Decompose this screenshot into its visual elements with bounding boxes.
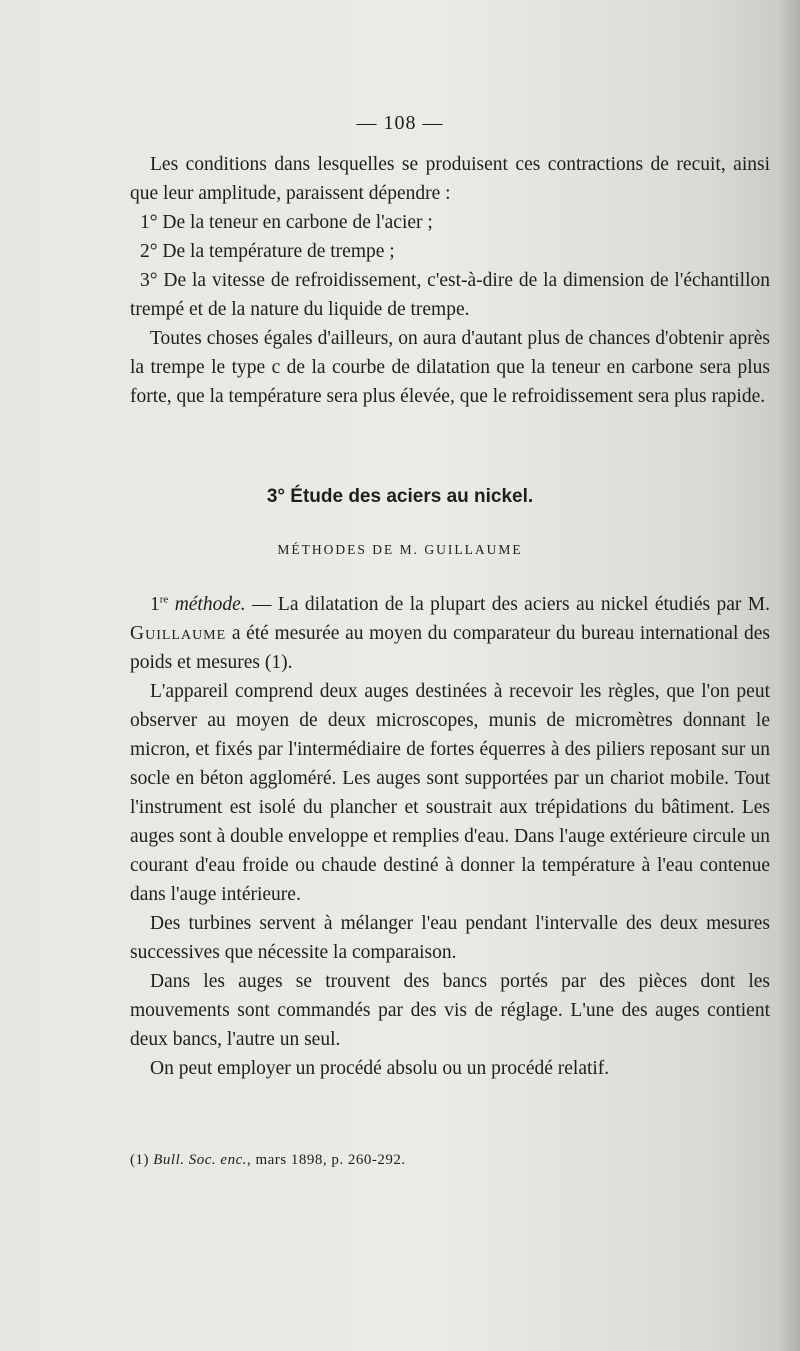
condition-item-3: 3° De la vitesse de refroidissement, c'est-à-dire de la dimension de l'échantillon trempé et de la nature du liquide de trempe. [130,270,770,320]
method-paragraph-2: L'appareil comprend deux auges destinées à recevoir les règles, que l'on peut observer au moyen de deux microscopes, munis de micromètres donnant le micron, et fixés par l'intermédiaire de fortes équerres à des piliers reposant sur un socle en béton aggloméré. Les auges sont supportées par un chariot mobile. Tout l'instrument est isolé du plancher et soustrait aux trépidations du bâtiment. Les auges sont à double enveloppe et remplies d'eau. Dans l'auge extérieure circule un courant d'eau froide ou chaude destiné à donner la température à l'eau contenue dans l'auge intérieure. [130,681,770,905]
method-label-superscript: re [159,593,169,606]
method-dash: — [252,594,272,615]
method-text-rest: a été mesurée au moyen du comparateur du bureau international des poids et mesures (1). [130,623,770,673]
conclusion-paragraph: Toutes choses égales d'ailleurs, on aura d'autant plus de chances d'obtenir après la trempe le type c de la courbe de dilatation que la teneur en carbone sera plus forte, que la température sera plus élevée, que le refroidissement sera plus rapide. [130,328,770,407]
method-paragraph-3: Des turbines servent à mélanger l'eau pendant l'intervalle des deux mesures successives que nécessite la comparaison. [130,913,770,963]
intro-paragraph: Les conditions dans lesquelles se produisent ces contractions de recuit, ainsi que leur amplitude, paraissent dépendre : [130,154,770,204]
author-name: Guillaume [130,623,227,644]
method-section [130,590,770,1083]
method-label: méthode. [174,594,246,615]
footnote-marker: (1) [130,1152,149,1168]
intro-section [130,150,770,411]
footnote [130,1152,406,1169]
method-paragraph-5: On peut employer un procédé absolu ou un procédé relatif. [150,1058,610,1079]
page-number: — 108 — [356,112,444,134]
method-label-number: 1 [150,594,160,615]
footnote-details: , mars 1898, p. 260-292. [246,1152,406,1168]
section-heading: 3° Étude des aciers au nickel. [266,486,534,507]
condition-item-2: 2° De la température de trempe ; [140,241,395,262]
method-paragraph-4: Dans les auges se trouvent des bancs portés par des pièces dont les mouvements sont commandés par des vis de réglage. L'une des auges contient deux bancs, l'autre un seul. [130,971,770,1050]
method-paragraph-1 [130,590,770,677]
condition-item-1: 1° De la teneur en carbone de l'acier ; [140,212,433,233]
footnote-source: Bull. Soc. enc. [153,1152,247,1168]
method-text: La dilatation de la plupart des aciers au nickel étudiés par M. [277,594,770,615]
page-edge-shadow [778,0,800,1351]
section-subheading: MÉTHODES DE M. GUILLAUME [277,542,523,557]
